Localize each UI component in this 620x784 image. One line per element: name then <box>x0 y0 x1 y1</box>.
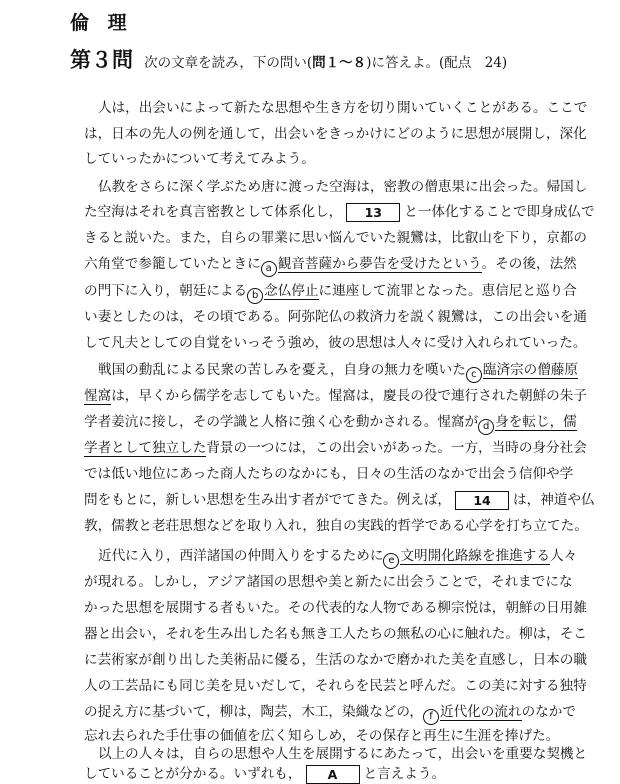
question-instruction <box>144 55 507 71</box>
instruction-part: )に答えよ。(配点 24) <box>366 55 508 71</box>
marker-c: c <box>466 367 482 383</box>
text-segment: は，神道や仏 <box>513 492 595 508</box>
text-line <box>84 281 577 304</box>
text-segment: 戦国の動乱による民衆の苦しみを憂え，自身の無力を嘆いた <box>98 362 466 378</box>
text-line: 人の工芸品にも同じ美を見いだして，それらを民芸と呼んだ。この美に対する独特 <box>84 678 587 694</box>
instruction-part: 次の文章を読み，下の問い( <box>144 55 313 71</box>
underlined-phrase-a: 観音菩薩から夢告を受けたという <box>277 256 482 272</box>
text-segment: のなかで <box>521 704 576 720</box>
question-header <box>70 44 507 74</box>
text-segment: 学者姜沆に接し，その学識と人格に強く心を動かされる。惺窩が <box>84 414 479 430</box>
text-line <box>84 386 587 406</box>
underlined-phrase-c-cont: 惺窩 <box>84 388 112 404</box>
text-segment: 問をもとに，新しい思想を生み出す者がでてきた。例えば， <box>84 492 452 508</box>
text-line <box>84 490 595 510</box>
marker-f: f <box>423 709 439 725</box>
text-segment: は，早くから儒学を志してもいた。惺窩は，慶長の役で連行された朝鮮の朱子 <box>111 388 587 404</box>
text-line: きると説いた。また，自らの罪業に思い悩んでいた親鸞は，比叡山を下り，京都の <box>84 230 587 246</box>
text-segment: 近代に入り，西洋諸国の仲間入りをするために <box>98 548 384 564</box>
text-line <box>98 546 577 569</box>
marker-e: e <box>383 553 399 569</box>
text-segment: と言えよう。 <box>363 766 446 782</box>
question-number: 第３問 <box>70 48 133 72</box>
text-segment: に連座して流罪となった。恵信尼と巡り合 <box>318 283 577 299</box>
instruction-range: 問１～８ <box>312 55 367 71</box>
text-line <box>84 438 587 458</box>
text-segment: の門下に入り，朝廷による <box>84 283 248 299</box>
text-line: して凡夫としての自覚をいっそう強め，彼の思想は人々に受け入れられていった。 <box>84 335 587 351</box>
text-line: 器と出会い，それを生み出した名も無き工人たちの無私の心に触れた。柳は，そこ <box>84 626 587 642</box>
text-line: い妻としたのは，その頃である。阿弥陀仏の救済力を説く親鸞は，この出会いを通 <box>84 309 587 325</box>
text-line: 忘れ去られた手仕事の価値を広く知らしめ，その保存と再生に生涯を捧げた。 <box>84 728 560 744</box>
text-line: かった思想を展開する者もいた。その代表的な人物である柳宗悦は，朝鮮の日用雑 <box>84 600 587 616</box>
text-line: に芸術家が創り出した美術品に優る，生活のなかで磨かれた美を直感し，日本の職 <box>84 652 587 668</box>
answer-blank-a: A <box>306 765 360 784</box>
text-line: は，日本の先人の例を通して，出会いをきっかけにどのように思想が展開し，深化 <box>84 126 587 142</box>
text-line <box>84 412 577 435</box>
text-line: 以上の人々は，自らの思想や人生を展開するにあたって，出会いを重要な契機と <box>98 746 588 762</box>
underlined-phrase-e: 文明開化路線を推進する <box>400 548 550 564</box>
text-segment: た空海はそれを真言密教として体系化し， <box>84 204 343 220</box>
marker-b: b <box>247 288 263 304</box>
text-line: していったかについて考えてみよう。 <box>84 151 315 167</box>
underlined-phrase-d: 身を転じ，儒 <box>495 414 577 430</box>
text-line: 人は，出会いによって新たな思想や生き方を切り開いていくことがある。ここで <box>98 100 588 116</box>
answer-blank-13: 13 <box>346 203 400 222</box>
underlined-phrase-f: 近代化の流れ <box>440 704 522 720</box>
underlined-phrase-c: 臨済宗の僧藤原 <box>482 362 579 378</box>
underlined-phrase-b: 念仏停止 <box>264 283 319 299</box>
text-line: 教，儒教と老荘思想などを取り入れ，独自の実践的哲学である心学を打ち立てた。 <box>84 518 588 534</box>
text-segment: と一体化することで即身成仏で <box>404 204 595 220</box>
underlined-phrase-d-cont: 学者として独立した <box>84 440 207 456</box>
text-line <box>84 254 577 277</box>
answer-blank-14: 14 <box>455 491 509 510</box>
text-segment: 。その後，法然 <box>481 256 577 272</box>
text-line: では低い地位にあった商人たちのなかにも，日々の生活のなかで出会う信仰や学 <box>84 466 574 482</box>
text-segment: 六角堂で参籠していたときに <box>84 256 261 272</box>
text-segment: の捉え方に基づいて，柳は，陶芸，木工，染織などの， <box>84 704 424 720</box>
text-segment: 人々 <box>550 548 578 564</box>
text-line: 仏教をさらに深く学ぶため唐に渡った空海は，密教の僧恵果に出会った。帰国し <box>98 179 588 195</box>
text-segment: 背景の一つには，この出会いがあった。一方，当時の身分社会 <box>206 440 587 456</box>
text-segment: していることが分かる。いずれも， <box>84 766 302 782</box>
text-line <box>84 702 576 725</box>
text-line <box>84 764 445 784</box>
text-line <box>98 360 578 383</box>
marker-d: d <box>478 419 494 435</box>
subject-heading: 倫 理 <box>70 12 133 34</box>
text-line <box>84 202 595 222</box>
text-line: が現れる。しかし，アジア諸国の思想や美と新たに出会うことで，それまでにな <box>84 574 573 590</box>
marker-a: a <box>261 261 277 277</box>
